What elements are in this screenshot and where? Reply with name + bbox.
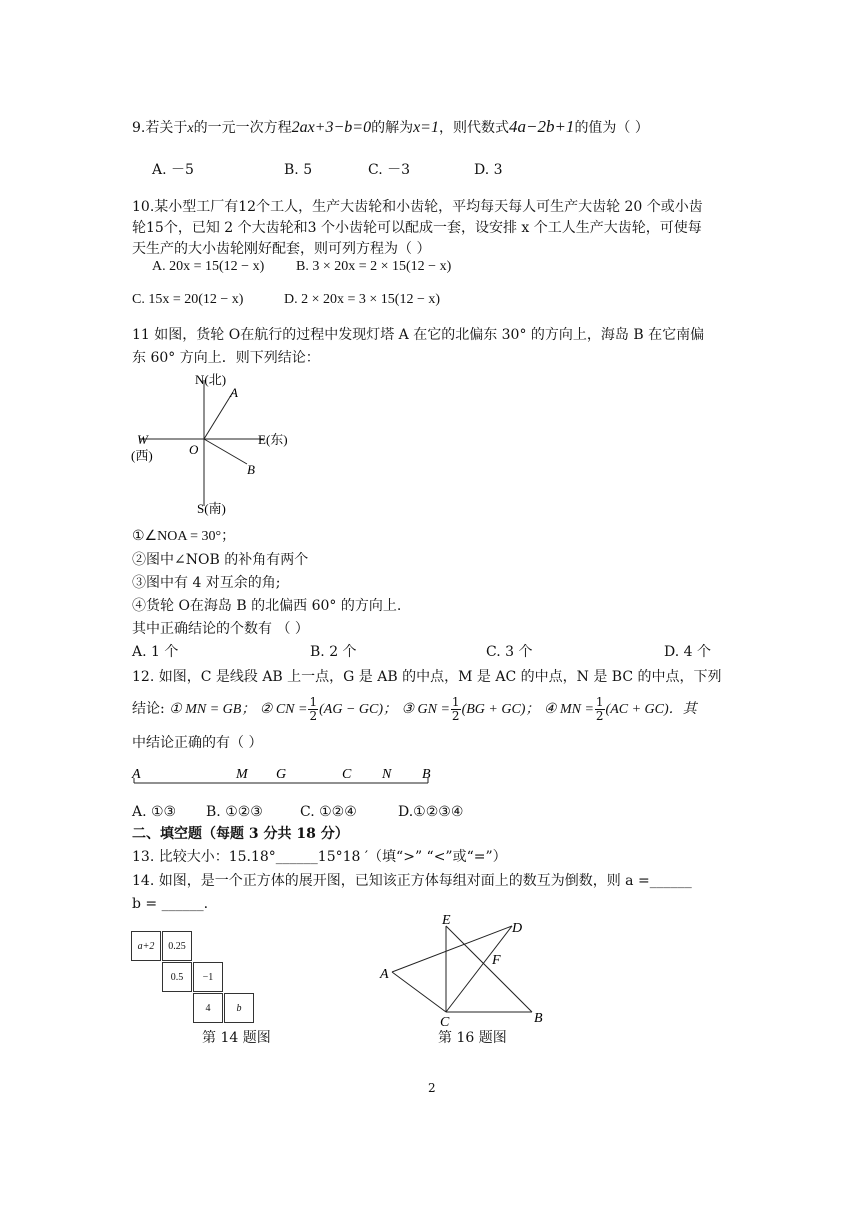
net-cell-6: b [224,993,254,1023]
q9-option-c: C. －3 [368,162,411,178]
net-cell-2: 0.25 [162,931,192,961]
ray-oa [204,392,233,439]
label-a16: A [380,967,389,982]
q11-option-c: C. 3 个 [486,644,533,660]
q12-option-d: D.①②③④ [398,804,464,820]
q12-option-a: A. ①③ [132,804,177,820]
q11-question: 其中正确结论的个数有 （ ） [132,621,309,637]
q10-line3: 天生产的大小齿轮刚好配套，则可列方程为（ ） [132,241,431,257]
q12-conclusions: 结论: ① MN = GB； ② CN = $\frac{1}{2}$ (AG − GC)； ③ GN = $\frac{1}{2}$ (BG + GC)； ④ MN = $\frac{1}{2}$ (AC + GC)．其 [132,694,697,723]
q11-option-d: D. 4 个 [664,644,711,660]
q12-option-b: B. ①②③ [206,804,263,820]
label-d16: D [512,921,523,936]
q10-option-c: C. 15x = 20(12 − x) [132,292,244,307]
label-f16: F [492,953,501,968]
net-cell-3: 0.5 [162,962,192,992]
point-b: B [422,767,431,782]
q9-stem: 9.若关于x的一元一次方程2ax+3−b=0的解为x=1，则代数式4a−2b+1的值为（ ） [132,117,649,136]
point-a: A [132,767,141,782]
label-west: (西) [131,448,153,463]
fig14-caption: 第 14 题图 [202,1030,271,1046]
q10-option-a: A. 20x = 15(12 − x) [152,259,265,274]
q10-option-b: B. 3 × 20x = 2 × 15(12 − x) [296,259,452,274]
q11-option-a: A. 1 个 [132,644,179,660]
q11-line2: 东 60° 方向上．则下列结论： [132,350,320,366]
q14-line1: 14. 如图，是一个正方体的展开图，已知该正方体每组对面上的数互为倒数，则 a =______ [132,873,692,889]
point-g: G [276,767,287,782]
label-w: W [137,432,148,447]
q10-line2: 轮15个，已知 2 个大齿轮和3 个小齿轮可以配成一套，设安排 x 个工人生产大齿轮，可使每 [132,220,702,236]
q12-half-3: $\frac{1}{2}$ [451,694,460,723]
q9-option-d: D. 3 [474,162,503,178]
q10-line1: 10.某小型工厂有12个工人，生产大齿轮和小齿轮，平均每天每人可生产大齿轮 20 个或小齿 [132,199,703,215]
q14-line2: b = ______. [132,896,209,912]
point-m: M [236,767,248,782]
label-b: B [247,462,255,477]
fig16-caption: 第 16 题图 [438,1030,507,1046]
q11-statement-1: ①∠NOA = 30°； [132,529,236,544]
q11-option-b: B. 2 个 [310,644,357,660]
q12-line1: 12. 如图，C 是线段 AB 上一点，G 是 AB 的中点，M 是 AC 的中点，N 是 BC 的中点，下列 [132,669,722,685]
q11-statement-4: ④货轮 O在海岛 B 的北偏西 60° 的方向上. [132,598,402,614]
q12-s2a: ② CN = [259,702,308,717]
point-n: N [382,767,392,782]
page-number: 2 [428,1081,436,1095]
q12-option-c: C. ①②④ [300,804,357,820]
q12-s4a: ④ MN = [543,702,594,717]
label-e: E(东) [258,432,288,447]
label-c16: C [440,1015,450,1028]
q12-s3a: ③ GN = [401,702,450,717]
q10-option-d: D. 2 × 20x = 3 × 15(12 − x) [284,292,441,307]
triangle-figure [372,908,562,1028]
q11-statement-2: ②图中∠NOB 的补角有两个 [132,552,309,568]
net-cell-5: 4 [193,993,223,1023]
label-b16: B [534,1011,543,1026]
q13-text: 13. 比较大小：15.18°______15°18 ′（填“>” “<”或“=”） [132,849,507,865]
point-c: C [342,767,352,782]
q9-option-b: B. 5 [284,162,313,178]
ray-ob [204,439,247,464]
label-n: N(北) [195,372,227,387]
label-e16: E [442,913,451,928]
q11-line1: 11 如图，货轮 O在航行的过程中发现灯塔 A 在它的北偏东 30° 的方向上，海岛 B 在它南偏 [132,327,705,343]
q11-statement-3: ③图中有 4 对互余的角; [132,575,281,591]
label-a: A [230,385,238,400]
compass-diagram [125,368,325,520]
q12-half-4: $\frac{1}{2}$ [595,694,604,723]
q9-option-a: A. －5 [152,162,194,178]
net-cell-4: −1 [193,962,223,992]
segment-diagram [128,762,438,792]
q12-line3: 中结论正确的有（ ） [132,735,263,751]
net-cell-1: a+2 [131,931,161,961]
q12-half-2: $\frac{1}{2}$ [309,694,318,723]
label-s: S(南) [197,501,226,516]
q12-s1: ① MN = GB； [169,702,256,717]
section-title-fill-in: 二、填空题（每题 3 分共 18 分） [132,826,349,842]
segment-eb [446,926,532,1012]
label-o: O [189,442,199,457]
segment-ac [392,972,446,1012]
